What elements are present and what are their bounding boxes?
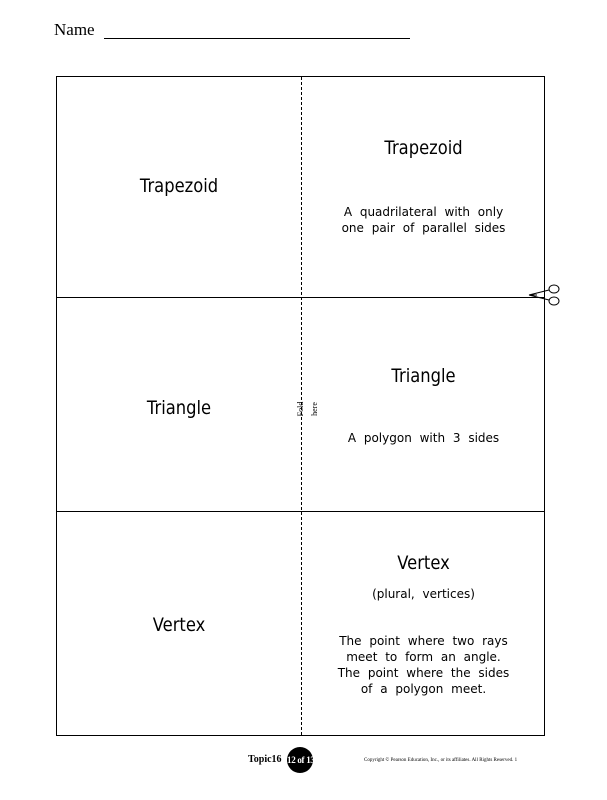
footer-topic: Topic16 bbox=[248, 754, 282, 765]
card-definition-line: The point where two rays bbox=[339, 634, 508, 648]
fold-label: Fold here bbox=[296, 401, 319, 417]
copyright-notice: Copyright © Pearson Education, Inc., or its affiliates. All Rights Reserved. 1 bbox=[364, 758, 518, 763]
card-term-vertex: Vertex bbox=[152, 614, 206, 636]
name-label: Name bbox=[54, 20, 95, 39]
card-definition-line: The point where the sides bbox=[337, 666, 510, 680]
card-definition-line: A quadrilateral with only bbox=[343, 205, 504, 219]
card-definition-subtitle: (plural, vertices) bbox=[372, 587, 475, 601]
card-definition-title-triangle: Triangle bbox=[391, 365, 456, 387]
card-definition-title-vertex: Vertex bbox=[397, 552, 450, 574]
card-term-trapezoid: Trapezoid bbox=[139, 175, 219, 197]
card-definition-line: A polygon with 3 sides bbox=[347, 431, 500, 445]
card-definition-line: meet to form an angle. bbox=[346, 650, 501, 664]
card-grid bbox=[56, 76, 545, 736]
card-definition-line: one pair of parallel sides bbox=[341, 221, 506, 235]
card-term-triangle: Triangle bbox=[146, 397, 212, 419]
card-definition-line: of a polygon meet. bbox=[360, 682, 487, 696]
card-definition-title-trapezoid: Trapezoid bbox=[384, 137, 463, 159]
page-number-badge: 12 of 13 bbox=[287, 747, 313, 773]
scissors-icon bbox=[527, 284, 561, 306]
name-line bbox=[104, 38, 410, 39]
